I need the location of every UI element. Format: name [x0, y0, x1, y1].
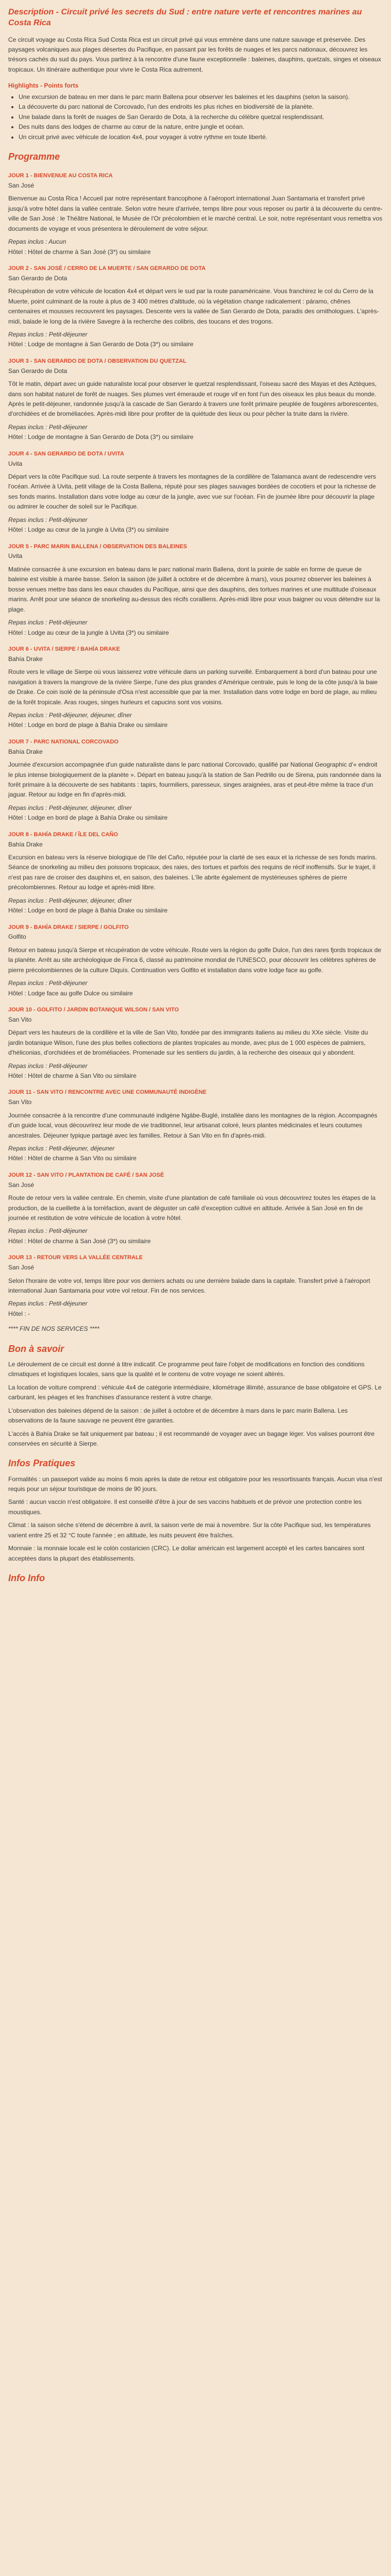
day-block: [8, 831, 383, 916]
day-place: Bahía Drake: [8, 748, 43, 755]
day-block: [8, 1006, 383, 1081]
day-hotel: Hôtel : Lodge face au golfe Dulce ou similaire: [8, 989, 133, 997]
intro-text: Ce circuit voyage au Costa Rica Sud Costa Rica est un circuit privé qui vous emmène dans une nature sauvage et préservée. Des paysages volcaniques aux plages désertes du Pacifique, en passant par les forêts de nuages et les parcs nationaux, découvrez les trésors cachés du sud du pays. Vous partirez à la rencontre d'une faune exceptionnelle : baleines, dauphins, quetzals, singes et oiseaux tropicaux. Un itinéraire authentique pour vivre le Costa Rica autrement.: [8, 36, 381, 73]
day-block: [8, 264, 383, 350]
practical-paragraph: Formalités : un passeport valide au moins 6 mois après la date de retour est obligatoire pour les ressortissants français. Aucun visa n'est requis pour un séjour touristique de moins de 90 jours.: [8, 1475, 382, 1493]
day-place: San José: [8, 1181, 35, 1189]
page-title: Description - Circuit privé les secrets du Sud : entre nature verte et rencontres marines au Costa Rica: [8, 8, 362, 27]
day-block: [8, 1171, 383, 1246]
info-paragraph: L'observation des baleines dépend de la saison : de juillet à octobre et de décembre à mars dans le parc marin Ballena. Les observations de la faune sauvage ne peuvent être garanties.: [8, 1406, 348, 1425]
info-paragraph: La location de voiture comprend : véhicule 4x4 de catégorie intermédiaire, kilométrage illimité, assurance de base obligatoire et GPS. Le carburant, les péages et les franchises d'assurance restent à votre charge.: [8, 1383, 382, 1401]
info-paragraph: Le déroulement de ce circuit est donné à titre indicatif. Ce programme peut faire l'objet de modifications en fonction des conditions climatiques et logistiques locales, sans que la qualité et le contenu de votre voyage ne soient altérés.: [8, 1360, 365, 1378]
practical-paragraph: Santé : aucun vaccin n'est obligatoire. Il est conseillé d'être à jour de ses vaccins habituels et de prévoir une protection contre les moustiques.: [8, 1498, 362, 1516]
day-hotel: Hôtel : Hôtel de charme à San Vito ou similaire: [8, 1072, 137, 1079]
day-title: JOUR 2 - SAN JOSÉ / CERRO DE LA MUERTE / SAN GERARDO DE DOTA: [8, 265, 206, 272]
highlight-item: • Des nuits dans des lodges de charme au cœur de la nature, entre jungle et océan.: [19, 122, 383, 132]
program-title: Programme: [8, 151, 60, 162]
practical-title: Infos Pratiques: [8, 1458, 76, 1469]
day-title: JOUR 12 - SAN VITO / PLANTATION DE CAFÉ / SAN JOSÉ: [8, 1172, 164, 1178]
day-hotel: Hôtel : Lodge au cœur de la jungle à Uvita (3*) ou similaire: [8, 629, 169, 636]
practical-section: [8, 1475, 383, 1564]
day-place: San Gerardo de Dota: [8, 367, 68, 375]
day-block: [8, 1253, 383, 1319]
day-meals: Repas inclus : Petit-déjeuner: [8, 423, 88, 431]
day-block: [8, 172, 383, 257]
day-title: JOUR 4 - SAN GERARDO DE DOTA / UVITA: [8, 450, 124, 457]
program-days: [8, 172, 383, 1319]
end-of-services-note: **** FIN DE NOS SERVICES ****: [8, 1325, 100, 1333]
day-meals: Repas inclus : Aucun: [8, 238, 67, 246]
day-text: Retour en bateau jusqu'à Sierpe et récupération de votre véhicule. Route vers la région du golfe Dulce, l'un des rares fjords tropicaux de la planète. Arrêt au site archéologique de Finca 6, classé au patrimoine mondial de l'UNESCO, pour découvrir les célèbres sphères de pierre précolombiennes de la culture Diquís. Continuation vers Golfito et installation dans votre lodge face au golfe.: [8, 946, 382, 974]
day-meals: Repas inclus : Petit-déjeuner, déjeuner: [8, 1145, 115, 1152]
day-block: [8, 1088, 383, 1163]
day-meals: Repas inclus : Petit-déjeuner: [8, 516, 88, 523]
day-text: Route de retour vers la vallée centrale. En chemin, visite d'une plantation de café familiale où vous découvrirez toutes les étapes de la production, de la cueillette à la torréfaction, avant de déguster un café d'exception cultivé en altitude. Arrivée à San José en fin de journée et restitution de votre véhicule de location à votre hôtel.: [8, 1194, 376, 1222]
day-text: Matinée consacrée à une excursion en bateau dans le parc national marin Ballena, dont la pointe de sable en forme de queue de baleine est visible à marée basse. Selon la saison (de juillet à octobre et de décembre à mars), vous pourrez observer les baleines à bosse venues mettre bas dans les eaux chaudes du Pacifique, ainsi que des dauphins, des tortues marines et une multitude d'oiseaux marins. Arrêt pour une séance de snorkeling au-dessus des récifs coralliens. Après-midi libre pour vous baigner ou vous détendre sur la plage.: [8, 565, 380, 613]
day-hotel: Hôtel : Lodge en bord de plage à Bahía Drake ou similaire: [8, 814, 168, 822]
day-text: Journée consacrée à la rencontre d'une communauté indigène Ngäbe-Buglé, installée dans les montagnes de la région. Accompagnés d'un guide local, vous découvrirez leur mode de vie traditionnel, leur artisanat coloré, leurs plantes médicinales et leurs coutumes ancestrales. Déjeuner typique partagé avec les familles. Retour à San Vito en fin d'après-midi.: [8, 1111, 378, 1139]
day-meals: Repas inclus : Petit-déjeuner: [8, 331, 88, 338]
day-block: [8, 923, 383, 998]
day-text: Récupération de votre véhicule de location 4x4 et départ vers le sud par la route panaméricaine. Vous franchirez le col du Cerro de la Muerte, point culminant de la route à plus de 3 400 mètres d'altitude, où la végétation change radicalement : páramo, chênes centenaires et mousses recouvrent les paysages. Descente vers la vallée de San Gerardo de Dota, paradis des ornithologues. L'après-midi, balade le long de la rivière Savegre à la recherche des colibris, des toucans et des trogons.: [8, 287, 379, 325]
day-place: San Vito: [8, 1098, 32, 1106]
day-title: JOUR 3 - SAN GERARDO DE DOTA / OBSERVATION DU QUETZAL: [8, 358, 187, 364]
day-meals: Repas inclus : Petit-déjeuner: [8, 979, 88, 987]
day-meals: Repas inclus : Petit-déjeuner: [8, 1227, 88, 1235]
practical-paragraph: Climat : la saison sèche s'étend de décembre à avril, la saison verte de mai à novembre. Sur la côte Pacifique sud, les températures varient entre 25 et 32 °C toute l'année ; en altitude, les nuits peuvent être fraîches.: [8, 1521, 371, 1539]
day-hotel: Hôtel : Lodge au cœur de la jungle à Uvita (3*) ou similaire: [8, 526, 169, 534]
day-block: [8, 357, 383, 443]
day-text: Route vers le village de Sierpe où vous laisserez votre véhicule dans un parking surveillé. Embarquement à bord d'un bateau pour une navigation à travers la mangrove de la rivière Sierpe, l'une des plus grandes d'Amérique centrale, puis le long de la côte jusqu'à la baie de Drake. Ce coin isolé de la péninsule d'Osa n'est accessible que par la mer. Installation dans votre lodge en bord de plage, au milieu de la forêt tropicale. Aras rouges, singes hurleurs et capucins sont vos voisins.: [8, 668, 378, 706]
day-hotel: Hôtel : Lodge en bord de plage à Bahía Drake ou similaire: [8, 721, 168, 729]
day-place: Uvita: [8, 552, 23, 560]
day-place: San Gerardo de Dota: [8, 274, 68, 282]
highlight-item: • La découverte du parc national de Corcovado, l'un des endroits les plus riches en biodiversité de la planète.: [19, 102, 383, 112]
day-hotel: Hôtel : Lodge de montagne à San Gerardo de Dota (3*) ou similaire: [8, 341, 193, 348]
day-hotel: Hôtel : Hôtel de charme à San José (3*) ou similaire: [8, 248, 151, 256]
highlights-list: [19, 92, 383, 142]
day-text: Selon l'horaire de votre vol, temps libre pour vos derniers achats ou une dernière balade dans la capitale. Transfert privé à l'aéroport international Juan Santamaria pour votre vol retour. Fin de nos services.: [8, 1277, 370, 1294]
highlight-item: • Un circuit privé avec véhicule de location 4x4, pour voyager à votre rythme en toute liberté.: [19, 132, 383, 142]
day-title: JOUR 9 - BAHÍA DRAKE / SIERPE / GOLFITO: [8, 924, 129, 930]
day-text: Journée d'excursion accompagnée d'un guide naturaliste dans le parc national Corcovado, qualifié par National Geographic d'« endroit le plus intense biologiquement de la planète ». Départ en bateau jusqu'à la station de San Pedrillo ou de Sirena, puis randonnée dans la forêt primaire à la découverte de ses habitants : tapirs, fourmiliers, paresseux, singes araignées, aras et peut-être même la trace d'un jaguar. Retour au lodge en fin d'après-midi.: [8, 761, 381, 799]
day-meals: Repas inclus : Petit-déjeuner, déjeuner, dîner: [8, 804, 132, 811]
day-meals: Repas inclus : Petit-déjeuner: [8, 1300, 88, 1308]
day-place: San José: [8, 1264, 35, 1272]
day-title: JOUR 11 - SAN VITO / RENCONTRE AVEC UNE COMMUNAUTÉ INDIGÈNE: [8, 1089, 207, 1096]
highlight-item: • Une excursion de bateau en mer dans le parc marin Ballena pour observer les baleines et les dauphins (selon la saison).: [19, 92, 383, 102]
day-place: Bahía Drake: [8, 840, 43, 848]
day-place: Bahía Drake: [8, 655, 43, 663]
day-title: JOUR 7 - PARC NATIONAL CORCOVADO: [8, 738, 119, 745]
day-block: [8, 450, 383, 535]
day-block: [8, 645, 383, 731]
day-block: [8, 543, 383, 638]
day-place: San José: [8, 181, 35, 189]
info-title: Bon à savoir: [8, 1343, 64, 1354]
practical-paragraph: Monnaie : la monnaie locale est le colón costaricien (CRC). Le dollar américain est largement accepté et les cartes bancaires sont acceptées dans la plupart des établissements.: [8, 1545, 365, 1562]
day-hotel: Hôtel : Lodge de montagne à San Gerardo de Dota (3*) ou similaire: [8, 433, 193, 441]
day-title: JOUR 6 - UVITA / SIERPE / BAHÍA DRAKE: [8, 646, 120, 652]
day-meals: Repas inclus : Petit-déjeuner, déjeuner, dîner: [8, 711, 132, 719]
info-section: [8, 1360, 383, 1449]
day-text: Départ vers les hauteurs de la cordillère et la ville de San Vito, fondée par des immigrants italiens au milieu du XXe siècle. Visite du jardin botanique Wilson, l'une des plus belles collections de plantes tropicales au monde, avec plus de 1 000 espèces de palmiers, d'héliconias, d'orchidées et de broméliacées. Promenade sur les sentiers du jardin, à la recherche des oiseaux qui y abondent.: [8, 1029, 368, 1057]
day-title: JOUR 1 - BIENVENUE AU COSTA RICA: [8, 173, 113, 179]
day-meals: Repas inclus : Petit-déjeuner: [8, 619, 88, 626]
day-place: Golfito: [8, 933, 26, 941]
day-text: Excursion en bateau vers la réserve biologique de l'île del Caño, réputée pour la clarté de ses eaux et la richesse de ses fonds marins. Séance de snorkeling au milieu des poissons tropicaux, des raies, des tortues et parfois des requins de récif inoffensifs. Sur le trajet, il n'est pas rare de croiser des dauphins et, en saison, des baleines. L'île abrite également de mystérieuses sphères de pierre précolombiennes. Retour au lodge et après-midi libre.: [8, 853, 377, 891]
day-hotel: Hôtel : Hôtel de charme à San José (3*) ou similaire: [8, 1237, 151, 1245]
day-meals: Repas inclus : Petit-déjeuner: [8, 1062, 88, 1070]
day-title: JOUR 8 - BAHÍA DRAKE / ÎLE DEL CAÑO: [8, 831, 118, 838]
day-block: [8, 738, 383, 823]
footer-title: Info Info: [8, 1573, 45, 1584]
info-paragraph: L'accès à Bahía Drake se fait uniquement par bateau ; il est recommandé de voyager avec un bagage léger. Vos valises pourront être conservées en sécurité à Sierpe.: [8, 1430, 375, 1447]
day-hotel: Hôtel : Hôtel de charme à San Vito ou similaire: [8, 1155, 137, 1162]
day-place: San Vito: [8, 1015, 32, 1023]
day-hotel: Hôtel : Lodge en bord de plage à Bahía Drake ou similaire: [8, 907, 168, 914]
highlights-section: [8, 81, 383, 142]
highlights-label: Highlights - Points forts: [8, 82, 78, 90]
day-title: JOUR 13 - RETOUR VERS LA VALLÉE CENTRALE: [8, 1255, 143, 1261]
day-text: Départ vers la côte Pacifique sud. La route serpente à travers les montagnes de la cordillère de Talamanca avant de redescendre vers l'océan. Arrivée à Uvita, petit village de la Costa Ballena, réputé pour ses plages sauvages bordées de cocotiers et pour la richesse de ses fonds marins. Installation dans votre lodge au cœur de la jungle, avec vue sur l'océan. Fin de journée libre pour découvrir la plage ou admirer le coucher de soleil sur le Pacifique.: [8, 473, 376, 511]
day-text: Tôt le matin, départ avec un guide naturaliste local pour observer le quetzal resplendissant, l'oiseau sacré des Mayas et des Aztèques, dans son habitat naturel de forêt de nuages. Ses plumes vert émeraude et rouge vif en font l'un des oiseaux les plus beaux du monde. Après le petit-déjeuner, randonnée jusqu'à la cascade de San Gerardo à travers une forêt primaire peuplée de fougères arborescentes, d'orchidées et de broméliacées. Après-midi libre pour profiter de la quiétude des lieux ou pour pêcher la truite dans la rivière.: [8, 380, 379, 418]
day-text: Bienvenue au Costa Rica ! Accueil par notre représentant francophone à l'aéroport international Juan Santamaria et transfert privé jusqu'à votre hôtel dans la vallée centrale. Selon votre heure d'arrivée, temps libre pour vous reposer ou partir à la découverte du centre-ville de San José : le Théâtre National, le Musée de l'Or précolombien et le marché central. Le soir, notre représentant vous remettra vos documents de voyage et vous présentera le déroulement de votre séjour.: [8, 195, 383, 232]
day-meals: Repas inclus : Petit-déjeuner, déjeuner, dîner: [8, 896, 132, 904]
day-hotel: Hôtel : -: [8, 1310, 30, 1317]
highlight-item: • Une balade dans la forêt de nuages de San Gerardo de Dota, à la recherche du célèbre quetzal resplendissant.: [19, 112, 383, 122]
day-title: JOUR 5 - PARC MARIN BALLENA / OBSERVATION DES BALEINES: [8, 543, 187, 550]
day-title: JOUR 10 - GOLFITO / JARDIN BOTANIQUE WILSON / SAN VITO: [8, 1007, 179, 1013]
day-place: Uvita: [8, 460, 23, 467]
